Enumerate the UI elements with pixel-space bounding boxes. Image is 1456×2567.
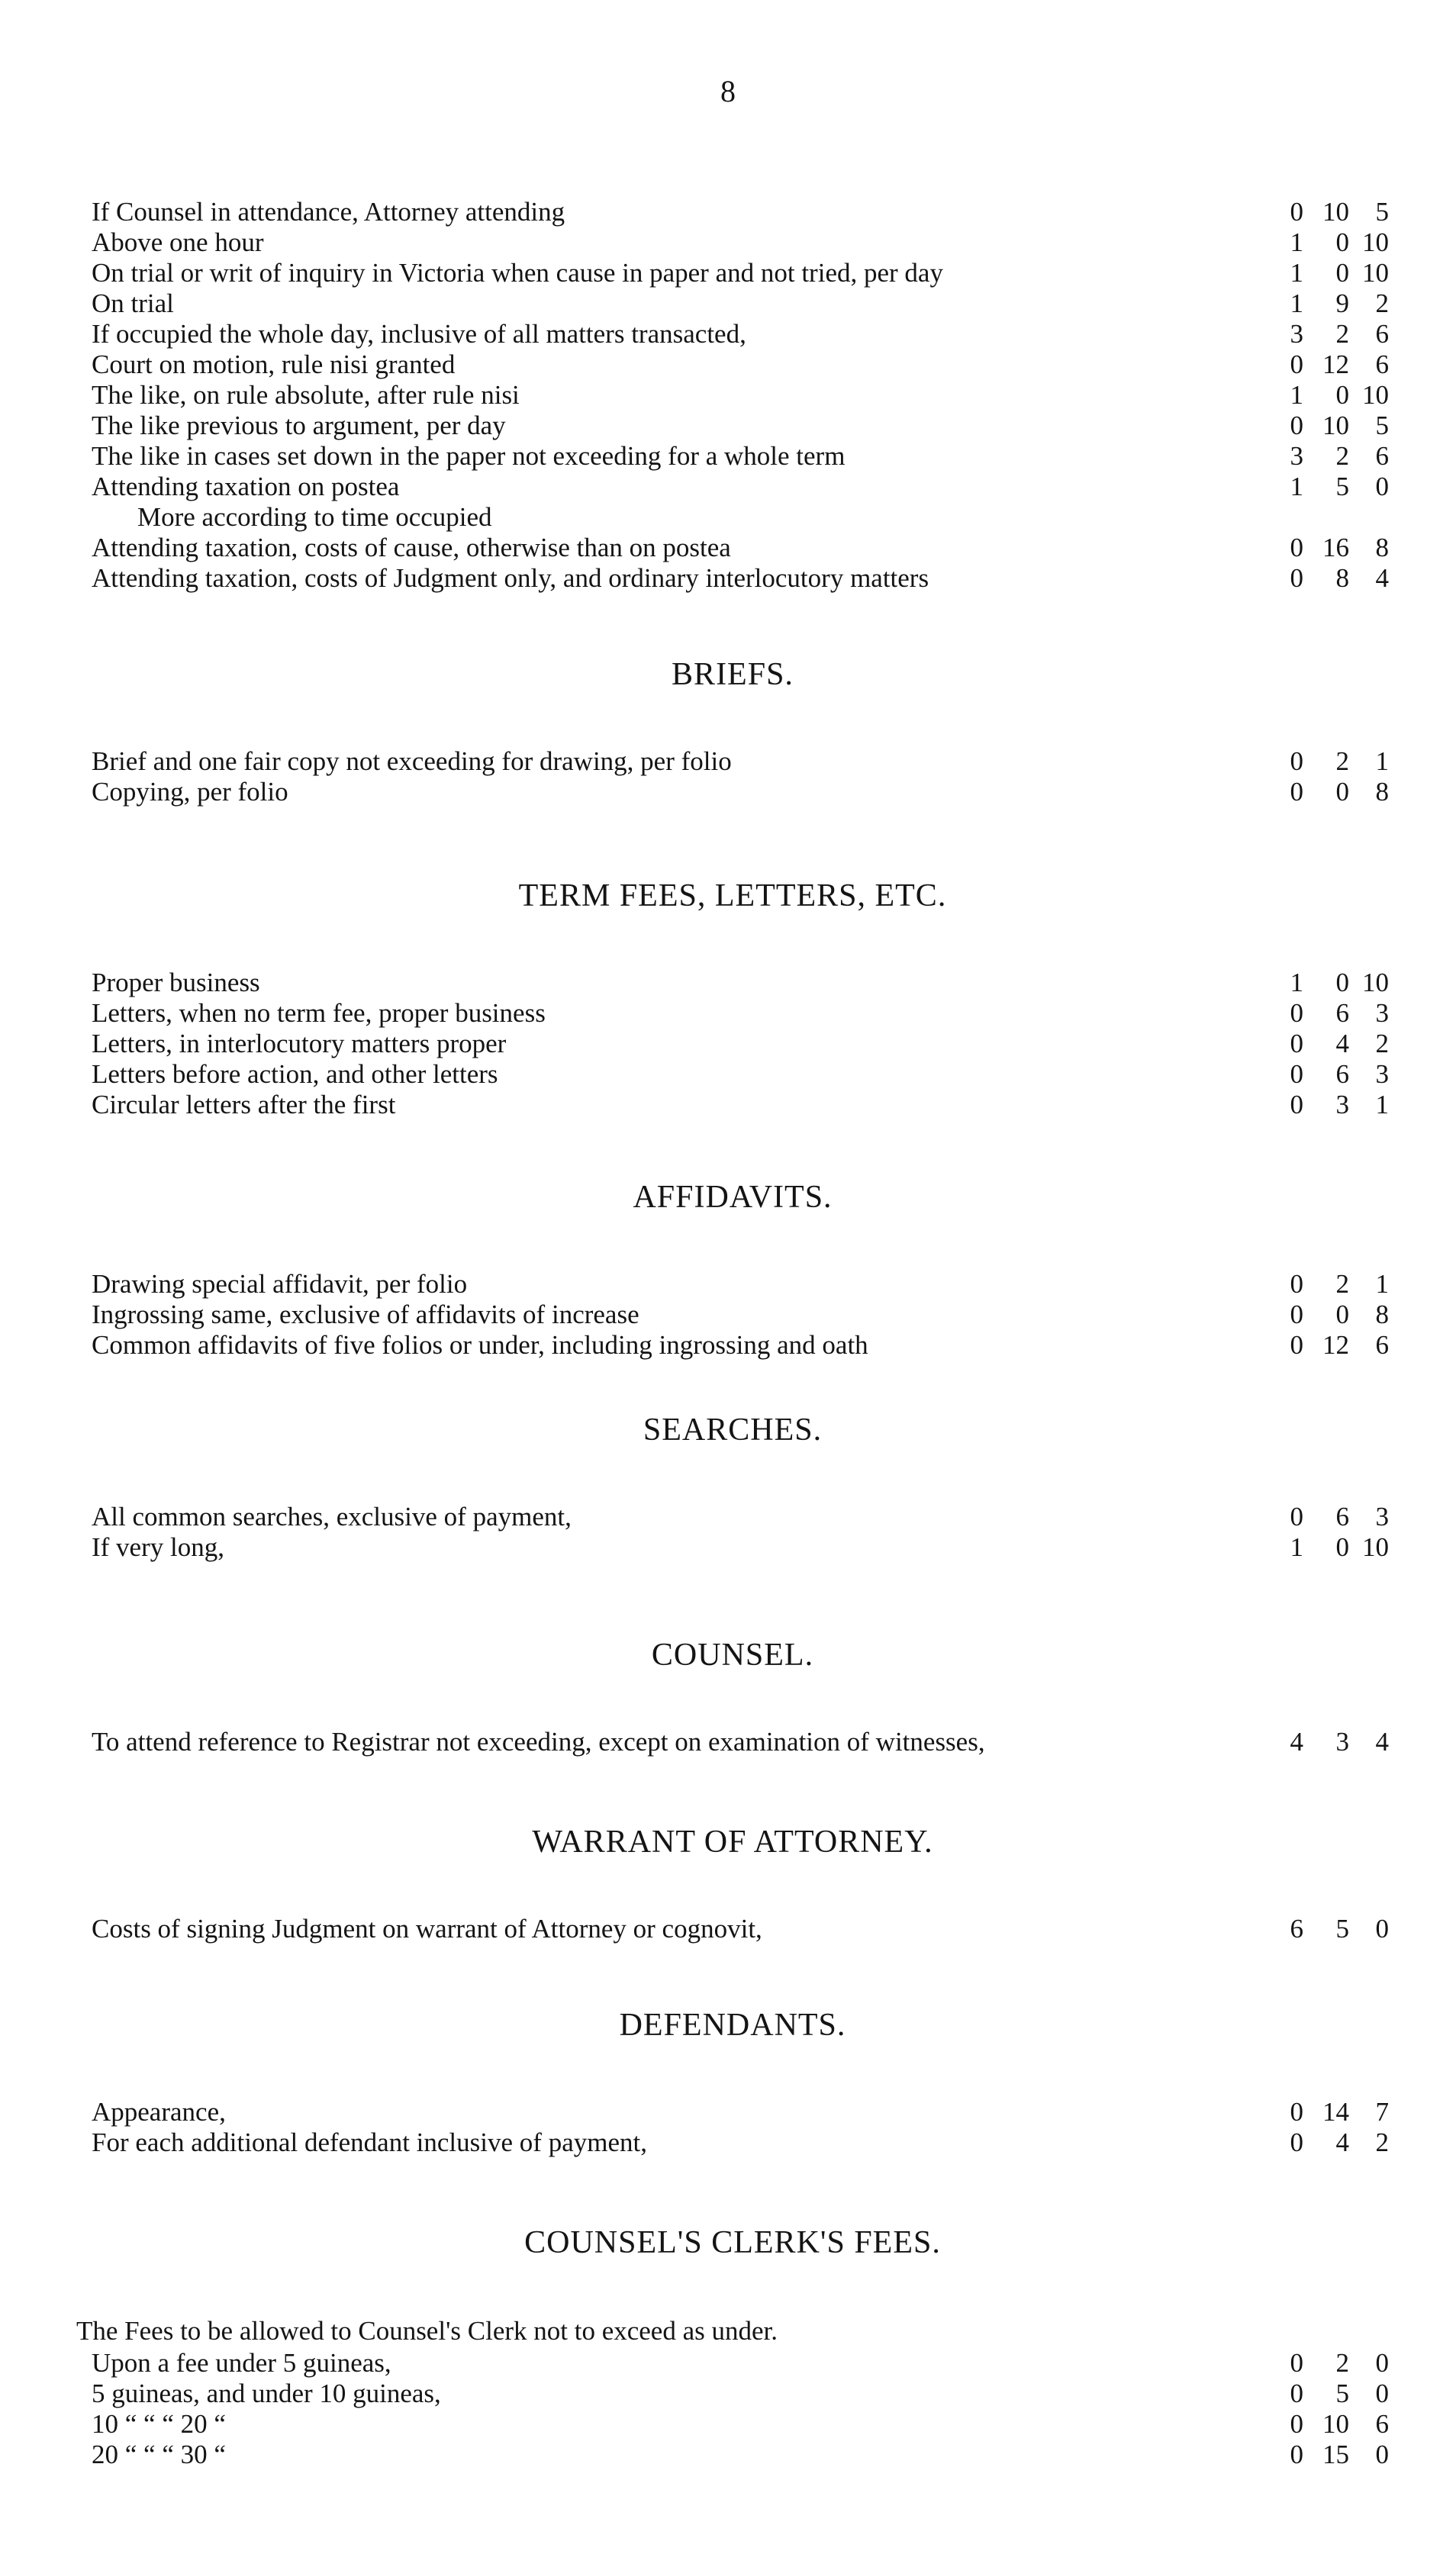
fee-row bbox=[76, 227, 1389, 258]
amount-pounds: 1 bbox=[1290, 472, 1303, 501]
section-heading: SEARCHES. bbox=[643, 1412, 823, 1448]
amount-shillings: 6 bbox=[1335, 1502, 1349, 1532]
fee-row bbox=[76, 968, 1389, 998]
fee-amount bbox=[1267, 563, 1389, 594]
fee-description: To attend reference to Registrar not exceeding, except on examination of witnesses, bbox=[92, 1727, 985, 1757]
amount-pounds: 0 bbox=[1290, 197, 1303, 227]
fee-amount bbox=[1267, 197, 1389, 227]
section-counsel bbox=[76, 1637, 1389, 1757]
amount-pounds: 4 bbox=[1290, 1727, 1303, 1757]
fee-amount bbox=[1267, 2379, 1389, 2409]
amount-shillings: 0 bbox=[1335, 227, 1349, 257]
fee-description: The like in cases set down in the paper not exceeding for a whole term bbox=[92, 441, 846, 471]
amount-pounds: 0 bbox=[1290, 533, 1303, 562]
fee-row bbox=[76, 746, 1389, 777]
fee-amount bbox=[1267, 533, 1389, 563]
fee-description: Circular letters after the first bbox=[92, 1090, 396, 1119]
amount-pence: 5 bbox=[1375, 411, 1389, 440]
fee-row bbox=[76, 1727, 1389, 1757]
fee-rows bbox=[76, 2348, 1389, 2470]
amount-pounds: 0 bbox=[1290, 1330, 1303, 1360]
fee-row bbox=[76, 2097, 1389, 2127]
amount-shillings: 6 bbox=[1335, 1059, 1349, 1089]
amount-shillings: 12 bbox=[1322, 1330, 1349, 1360]
fee-rows bbox=[76, 1502, 1389, 1563]
amount-pounds: 0 bbox=[1290, 411, 1303, 440]
amount-pence: 2 bbox=[1375, 1029, 1389, 1058]
amount-pence: 10 bbox=[1362, 258, 1389, 288]
fee-amount bbox=[1267, 411, 1389, 441]
fee-row bbox=[76, 533, 1389, 563]
fee-description: Above one hour bbox=[92, 227, 264, 257]
fee-description: All common searches, exclusive of payment, bbox=[92, 1502, 572, 1532]
section-term-fees bbox=[76, 878, 1389, 1120]
fee-amount bbox=[1267, 1914, 1389, 1944]
fee-row bbox=[76, 288, 1389, 319]
page-number: 8 bbox=[720, 74, 736, 108]
fee-row bbox=[76, 197, 1389, 227]
fee-amount bbox=[1267, 1059, 1389, 1090]
amount-pence: 2 bbox=[1375, 288, 1389, 318]
amount-pounds: 6 bbox=[1290, 1914, 1303, 1944]
amount-shillings: 3 bbox=[1335, 1090, 1349, 1119]
amount-pence: 0 bbox=[1375, 2440, 1389, 2469]
fee-amount bbox=[1267, 319, 1389, 349]
amount-pence: 3 bbox=[1375, 1059, 1389, 1089]
amount-pounds: 0 bbox=[1290, 2127, 1303, 2157]
fee-description: Attending taxation on postea bbox=[92, 472, 400, 501]
fee-row bbox=[76, 2440, 1389, 2470]
amount-pounds: 0 bbox=[1290, 1029, 1303, 1058]
section-briefs bbox=[76, 656, 1389, 807]
fee-rows bbox=[76, 1914, 1389, 1944]
amount-pounds: 0 bbox=[1290, 1502, 1303, 1532]
fee-amount bbox=[1267, 2440, 1389, 2470]
fee-amount bbox=[1267, 968, 1389, 998]
amount-pence: 6 bbox=[1375, 349, 1389, 379]
fee-amount bbox=[1267, 1090, 1389, 1120]
amount-shillings: 15 bbox=[1322, 2440, 1349, 2469]
amount-shillings: 14 bbox=[1322, 2097, 1349, 2127]
amount-shillings: 2 bbox=[1335, 2348, 1349, 2378]
fee-row bbox=[76, 1269, 1389, 1300]
fee-description: If very long, bbox=[92, 1532, 224, 1562]
amount-pence: 3 bbox=[1375, 1502, 1389, 1532]
amount-pounds: 0 bbox=[1290, 2097, 1303, 2127]
amount-pence: 1 bbox=[1375, 1090, 1389, 1119]
fee-description: Attending taxation, costs of Judgment only, and ordinary interlocutory matters bbox=[92, 563, 929, 593]
section-warrant bbox=[76, 1824, 1389, 1944]
amount-pounds: 1 bbox=[1290, 258, 1303, 288]
section-heading: COUNSEL'S CLERK'S FEES. bbox=[524, 2225, 941, 2260]
fee-description: Brief and one fair copy not exceeding for drawing, per folio bbox=[92, 746, 732, 776]
amount-shillings: 5 bbox=[1335, 472, 1349, 501]
section-attendance bbox=[76, 197, 1389, 594]
fee-description: Common affidavits of five folios or under, including ingrossing and oath bbox=[92, 1330, 868, 1360]
section-searches bbox=[76, 1412, 1389, 1563]
fee-amount bbox=[1267, 288, 1389, 319]
amount-pence: 1 bbox=[1375, 1269, 1389, 1299]
fee-amount bbox=[1267, 380, 1389, 411]
amount-shillings: 0 bbox=[1335, 380, 1349, 410]
fee-row bbox=[76, 563, 1389, 594]
fee-description: Ingrossing same, exclusive of affidavits of increase bbox=[92, 1300, 639, 1329]
fee-amount bbox=[1267, 2348, 1389, 2379]
section-heading: AFFIDAVITS. bbox=[633, 1180, 833, 1215]
fee-row bbox=[76, 1029, 1389, 1059]
fee-amount bbox=[1267, 258, 1389, 288]
amount-pounds: 0 bbox=[1290, 1059, 1303, 1089]
amount-shillings: 2 bbox=[1335, 441, 1349, 471]
fee-amount bbox=[1267, 1502, 1389, 1532]
amount-shillings: 0 bbox=[1335, 1300, 1349, 1329]
fee-row bbox=[76, 1502, 1389, 1532]
section-heading: COUNSEL. bbox=[651, 1638, 814, 1673]
fee-description: Attending taxation, costs of cause, otherwise than on postea bbox=[92, 533, 731, 562]
section-clerk-fees bbox=[76, 2224, 1389, 2470]
fee-amount bbox=[1267, 441, 1389, 472]
fee-description: Appearance, bbox=[92, 2097, 226, 2127]
fee-amount bbox=[1267, 1029, 1389, 1059]
amount-shillings: 5 bbox=[1335, 2379, 1349, 2408]
fee-description: 5 guineas, and under 10 guineas, bbox=[92, 2379, 441, 2408]
fee-row bbox=[76, 1330, 1389, 1361]
fee-description: If Counsel in attendance, Attorney attending bbox=[92, 197, 565, 227]
fee-row bbox=[76, 349, 1389, 380]
amount-pounds: 0 bbox=[1290, 1269, 1303, 1299]
amount-shillings: 16 bbox=[1322, 533, 1349, 562]
fee-description: On trial or writ of inquiry in Victoria when cause in paper and not tried, per day bbox=[92, 258, 943, 288]
fee-row bbox=[76, 472, 1389, 502]
fee-row bbox=[76, 777, 1389, 807]
amount-pounds: 0 bbox=[1290, 2348, 1303, 2378]
fee-rows bbox=[76, 1269, 1389, 1361]
amount-pence: 6 bbox=[1375, 2409, 1389, 2439]
fee-description: More according to time occupied bbox=[137, 502, 492, 532]
fee-description: Letters, in interlocutory matters proper bbox=[92, 1029, 507, 1058]
fee-amount bbox=[1267, 2097, 1389, 2127]
amount-pounds: 3 bbox=[1290, 441, 1303, 471]
fee-row bbox=[76, 2348, 1389, 2379]
amount-pence: 2 bbox=[1375, 2127, 1389, 2157]
fee-amount bbox=[1267, 2409, 1389, 2440]
fee-amount bbox=[1267, 2127, 1389, 2158]
amount-pounds: 0 bbox=[1290, 563, 1303, 593]
amount-pence: 6 bbox=[1375, 1330, 1389, 1360]
fee-row bbox=[76, 1532, 1389, 1563]
amount-pence: 4 bbox=[1375, 563, 1389, 593]
fee-amount bbox=[1267, 1330, 1389, 1361]
fee-description: 20 “ “ “ 30 “ bbox=[92, 2440, 226, 2469]
amount-pounds: 1 bbox=[1290, 288, 1303, 318]
fee-rows bbox=[76, 1727, 1389, 1757]
amount-pence: 4 bbox=[1375, 1727, 1389, 1757]
fee-row bbox=[76, 258, 1389, 288]
amount-pounds: 1 bbox=[1290, 968, 1303, 997]
amount-shillings: 0 bbox=[1335, 258, 1349, 288]
section-intro: The Fees to be allowed to Counsel's Clerk not to exceed as under. bbox=[76, 2316, 778, 2346]
amount-pounds: 0 bbox=[1290, 746, 1303, 776]
amount-pence: 10 bbox=[1362, 968, 1389, 997]
amount-pence: 10 bbox=[1362, 380, 1389, 410]
amount-shillings: 4 bbox=[1335, 1029, 1349, 1058]
section-heading: BRIEFS. bbox=[672, 657, 794, 692]
section-heading: TERM FEES, LETTERS, ETC. bbox=[518, 878, 947, 913]
fee-description: Proper business bbox=[92, 968, 260, 997]
fee-amount bbox=[1267, 1532, 1389, 1563]
fee-amount bbox=[1267, 746, 1389, 777]
fee-description: Court on motion, rule nisi granted bbox=[92, 349, 456, 379]
fee-rows bbox=[76, 197, 1389, 594]
fee-row bbox=[76, 998, 1389, 1029]
amount-pounds: 3 bbox=[1290, 319, 1303, 349]
fee-amount bbox=[1267, 227, 1389, 258]
fee-description: Upon a fee under 5 guineas, bbox=[92, 2348, 391, 2378]
amount-shillings: 3 bbox=[1335, 1727, 1349, 1757]
fee-description: On trial bbox=[92, 288, 174, 318]
fee-description: Drawing special affidavit, per folio bbox=[92, 1269, 468, 1299]
amount-shillings: 9 bbox=[1335, 288, 1349, 318]
amount-pounds: 0 bbox=[1290, 998, 1303, 1028]
fee-row bbox=[76, 2409, 1389, 2440]
amount-pence: 0 bbox=[1375, 1914, 1389, 1944]
amount-pounds: 1 bbox=[1290, 227, 1303, 257]
fee-row bbox=[76, 411, 1389, 441]
fee-row bbox=[76, 1059, 1389, 1090]
fee-amount bbox=[1267, 349, 1389, 380]
fee-amount bbox=[1267, 998, 1389, 1029]
fee-rows bbox=[76, 2097, 1389, 2158]
amount-pounds: 0 bbox=[1290, 1090, 1303, 1119]
amount-pence: 7 bbox=[1375, 2097, 1389, 2127]
amount-pence: 10 bbox=[1362, 1532, 1389, 1562]
fee-description: Costs of signing Judgment on warrant of Attorney or cognovit, bbox=[92, 1914, 762, 1944]
fee-row bbox=[76, 1300, 1389, 1330]
amount-pence: 0 bbox=[1375, 2348, 1389, 2378]
amount-pence: 3 bbox=[1375, 998, 1389, 1028]
fee-row bbox=[76, 2127, 1389, 2158]
fee-row bbox=[76, 441, 1389, 472]
amount-shillings: 6 bbox=[1335, 998, 1349, 1028]
fee-description: Letters before action, and other letters bbox=[92, 1059, 498, 1089]
amount-pounds: 0 bbox=[1290, 2379, 1303, 2408]
fee-description: Copying, per folio bbox=[92, 777, 288, 807]
amount-shillings: 12 bbox=[1322, 349, 1349, 379]
fee-amount bbox=[1267, 472, 1389, 502]
amount-pence: 5 bbox=[1375, 197, 1389, 227]
amount-shillings: 2 bbox=[1335, 1269, 1349, 1299]
section-heading: WARRANT OF ATTORNEY. bbox=[532, 1825, 933, 1860]
fee-row bbox=[76, 319, 1389, 349]
amount-pence: 6 bbox=[1375, 319, 1389, 349]
fee-row bbox=[76, 1914, 1389, 1944]
amount-pounds: 0 bbox=[1290, 777, 1303, 807]
fee-description: For each additional defendant inclusive of payment, bbox=[92, 2127, 647, 2157]
fee-description: Letters, when no term fee, proper business bbox=[92, 998, 546, 1028]
amount-shillings: 10 bbox=[1322, 197, 1349, 227]
section-defendants bbox=[76, 2007, 1389, 2158]
amount-pence: 8 bbox=[1375, 533, 1389, 562]
fee-description: The like, on rule absolute, after rule nisi bbox=[92, 380, 520, 410]
fee-amount bbox=[1267, 1300, 1389, 1330]
section-heading: DEFENDANTS. bbox=[619, 2008, 846, 2043]
fee-row bbox=[76, 2379, 1389, 2409]
amount-pounds: 0 bbox=[1290, 349, 1303, 379]
amount-pence: 0 bbox=[1375, 472, 1389, 501]
fee-amount bbox=[1267, 777, 1389, 807]
amount-pounds: 1 bbox=[1290, 1532, 1303, 1562]
fee-description: If occupied the whole day, inclusive of all matters transacted, bbox=[92, 319, 746, 349]
amount-pence: 10 bbox=[1362, 227, 1389, 257]
amount-pounds: 0 bbox=[1290, 2440, 1303, 2469]
amount-pence: 1 bbox=[1375, 746, 1389, 776]
amount-shillings: 0 bbox=[1335, 777, 1349, 807]
fee-row bbox=[76, 1090, 1389, 1120]
fee-row bbox=[76, 502, 1389, 533]
amount-shillings: 0 bbox=[1335, 968, 1349, 997]
amount-pounds: 0 bbox=[1290, 2409, 1303, 2439]
fee-description: The like previous to argument, per day bbox=[92, 411, 506, 440]
fee-amount bbox=[1267, 1269, 1389, 1300]
amount-shillings: 10 bbox=[1322, 411, 1349, 440]
fee-row bbox=[76, 380, 1389, 411]
amount-shillings: 10 bbox=[1322, 2409, 1349, 2439]
amount-shillings: 8 bbox=[1335, 563, 1349, 593]
amount-pence: 0 bbox=[1375, 2379, 1389, 2408]
amount-shillings: 2 bbox=[1335, 319, 1349, 349]
section-affidavits bbox=[76, 1179, 1389, 1361]
fee-rows bbox=[76, 746, 1389, 807]
amount-shillings: 5 bbox=[1335, 1914, 1349, 1944]
amount-shillings: 0 bbox=[1335, 1532, 1349, 1562]
amount-shillings: 4 bbox=[1335, 2127, 1349, 2157]
fee-description: 10 “ “ “ 20 “ bbox=[92, 2409, 226, 2439]
amount-pence: 8 bbox=[1375, 777, 1389, 807]
amount-pounds: 1 bbox=[1290, 380, 1303, 410]
amount-pence: 8 bbox=[1375, 1300, 1389, 1329]
amount-shillings: 2 bbox=[1335, 746, 1349, 776]
amount-pence: 6 bbox=[1375, 441, 1389, 471]
amount-pounds: 0 bbox=[1290, 1300, 1303, 1329]
fee-amount bbox=[1267, 1727, 1389, 1757]
fee-rows bbox=[76, 968, 1389, 1120]
